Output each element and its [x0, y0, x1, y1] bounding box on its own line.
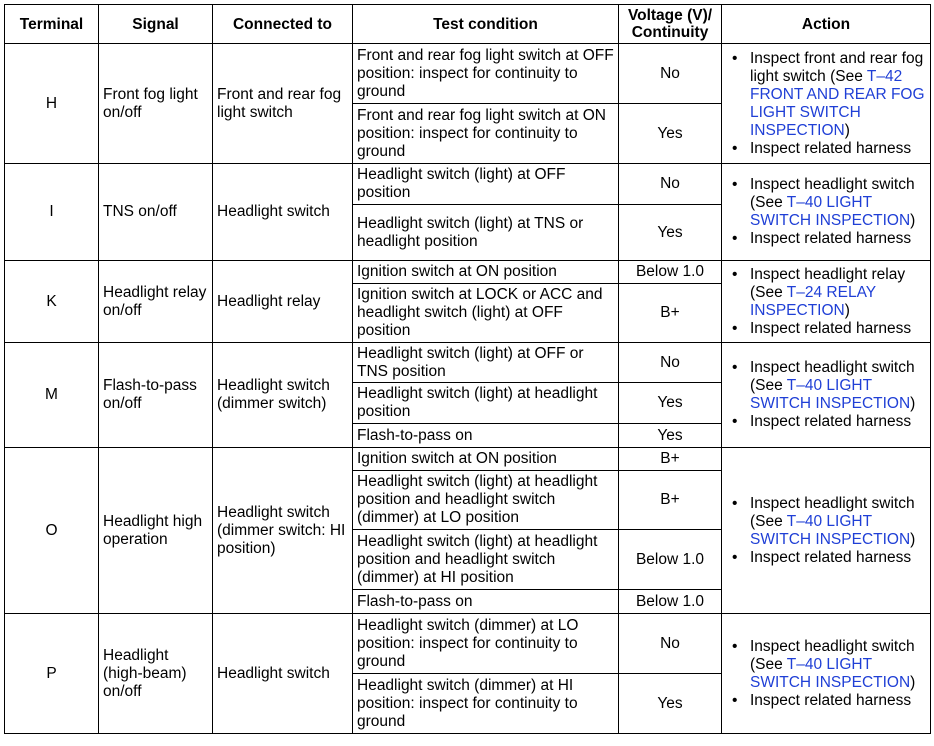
voltage-cell: Below 1.0	[619, 530, 722, 590]
test-condition-cell: Ignition switch at ON position	[353, 261, 619, 284]
connected-to-cell: Headlight switch	[213, 614, 353, 734]
action-item: • Inspect related harness	[726, 549, 926, 567]
test-condition-cell: Ignition switch at ON position	[353, 448, 619, 471]
voltage-cell: B+	[619, 448, 722, 471]
header-row	[5, 5, 931, 44]
header-test-condition: Test condition	[353, 5, 619, 44]
connected-to-cell: Headlight switch (dimmer switch)	[213, 343, 353, 448]
table-row	[5, 261, 931, 284]
voltage-cell: No	[619, 164, 722, 205]
test-condition-cell: Front and rear fog light switch at ON position: inspect for continuity to ground	[353, 104, 619, 164]
header-voltage-continuity	[619, 5, 722, 44]
voltage-cell: Yes	[619, 424, 722, 448]
signal-cell: Headlight (high-beam) on/off	[99, 614, 213, 734]
test-condition-cell: Headlight switch (dimmer) at LO position: inspect for continuity to ground	[353, 614, 619, 674]
voltage-cell: No	[619, 44, 722, 104]
action-cell	[722, 44, 931, 164]
voltage-cell: B+	[619, 284, 722, 343]
signal-cell: Headlight high operation	[99, 448, 213, 614]
test-condition-cell: Headlight switch (light) at OFF or TNS position	[353, 343, 619, 383]
test-condition-cell: Flash-to-pass on	[353, 424, 619, 448]
connected-to-cell: Headlight switch (dimmer switch: HI position)	[213, 448, 353, 614]
voltage-cell: Yes	[619, 674, 722, 734]
action-cell	[722, 164, 931, 261]
table-row	[5, 44, 931, 104]
test-condition-cell: Headlight switch (light) at headlight position	[353, 383, 619, 424]
action-item: • Inspect headlight switch (See T–40 LIGHT SWITCH INSPECTION)	[726, 638, 926, 692]
header-voltage-line2: Continuity	[631, 24, 709, 41]
voltage-cell: Yes	[619, 383, 722, 424]
header-terminal: Terminal	[5, 5, 99, 44]
terminal-cell: I	[5, 164, 99, 261]
test-condition-cell: Headlight switch (light) at headlight position and headlight switch (dimmer) at LO position	[353, 471, 619, 530]
test-condition-cell: Front and rear fog light switch at OFF position: inspect for continuity to ground	[353, 44, 619, 104]
action-item: • Inspect related harness	[726, 230, 926, 248]
header-connected-to: Connected to	[213, 5, 353, 44]
action-cell	[722, 343, 931, 448]
signal-cell: Front fog light on/off	[99, 44, 213, 164]
signal-cell: Headlight relay on/off	[99, 261, 213, 343]
reference-link[interactable]: T–40 LIGHT SWITCH INSPECTION	[750, 512, 911, 548]
table-row	[5, 614, 931, 674]
test-condition-cell: Headlight switch (light) at TNS or headlight position	[353, 205, 619, 261]
table-row	[5, 164, 931, 205]
action-item: • Inspect headlight relay (See T–24 RELAY INSPECTION)	[726, 266, 926, 320]
table-row	[5, 343, 931, 383]
test-condition-cell: Headlight switch (light) at headlight position and headlight switch (dimmer) at HI position	[353, 530, 619, 590]
reference-link[interactable]: T–40 LIGHT SWITCH INSPECTION	[750, 194, 911, 229]
reference-link[interactable]: T–42 FRONT AND REAR FOG LIGHT SWITCH INSPECTION	[750, 67, 925, 139]
voltage-cell: Yes	[619, 205, 722, 261]
header-action: Action	[722, 5, 931, 44]
reference-link[interactable]: T–24 RELAY INSPECTION	[750, 283, 876, 319]
test-condition-cell: Flash-to-pass on	[353, 590, 619, 614]
connected-to-cell: Headlight relay	[213, 261, 353, 343]
action-item: • Inspect related harness	[726, 320, 926, 338]
voltage-cell: B+	[619, 471, 722, 530]
action-item: • Inspect related harness	[726, 692, 926, 710]
voltage-cell: Below 1.0	[619, 590, 722, 614]
test-condition-cell: Headlight switch (dimmer) at HI position: inspect for continuity to ground	[353, 674, 619, 734]
test-condition-cell: Headlight switch (light) at OFF position	[353, 164, 619, 205]
reference-link[interactable]: T–40 LIGHT SWITCH INSPECTION	[750, 377, 911, 412]
action-cell	[722, 261, 931, 343]
voltage-cell: Yes	[619, 104, 722, 164]
action-item: • Inspect headlight switch (See T–40 LIGHT SWITCH INSPECTION)	[726, 176, 926, 230]
test-condition-cell: Ignition switch at LOCK or ACC and headlight switch (light) at OFF position	[353, 284, 619, 343]
action-item: • Inspect headlight switch (See T–40 LIGHT SWITCH INSPECTION)	[726, 359, 926, 413]
action-item: • Inspect related harness	[726, 413, 926, 431]
action-item: • Inspect related harness	[726, 140, 926, 158]
header-signal: Signal	[99, 5, 213, 44]
action-item: • Inspect headlight switch (See T–40 LIGHT SWITCH INSPECTION)	[726, 495, 926, 549]
voltage-cell: No	[619, 343, 722, 383]
reference-link[interactable]: T–40 LIGHT SWITCH INSPECTION	[750, 655, 911, 691]
action-cell	[722, 614, 931, 734]
header-voltage-line1: Voltage (V)/	[627, 7, 713, 24]
signal-cell: Flash-to-pass on/off	[99, 343, 213, 448]
terminal-cell: K	[5, 261, 99, 343]
table-row	[5, 448, 931, 471]
action-item: • Inspect front and rear fog light switch (See T–42 FRONT AND REAR FOG LIGHT SWITCH INSPECTION)	[726, 50, 926, 140]
connected-to-cell: Headlight switch	[213, 164, 353, 261]
connected-to-cell: Front and rear fog light switch	[213, 44, 353, 164]
terminal-cell: M	[5, 343, 99, 448]
terminal-cell: P	[5, 614, 99, 734]
voltage-cell: Below 1.0	[619, 261, 722, 284]
signal-cell: TNS on/off	[99, 164, 213, 261]
action-cell	[722, 448, 931, 614]
voltage-cell: No	[619, 614, 722, 674]
terminal-cell: H	[5, 44, 99, 164]
terminal-inspection-table	[4, 4, 931, 734]
terminal-cell: O	[5, 448, 99, 614]
